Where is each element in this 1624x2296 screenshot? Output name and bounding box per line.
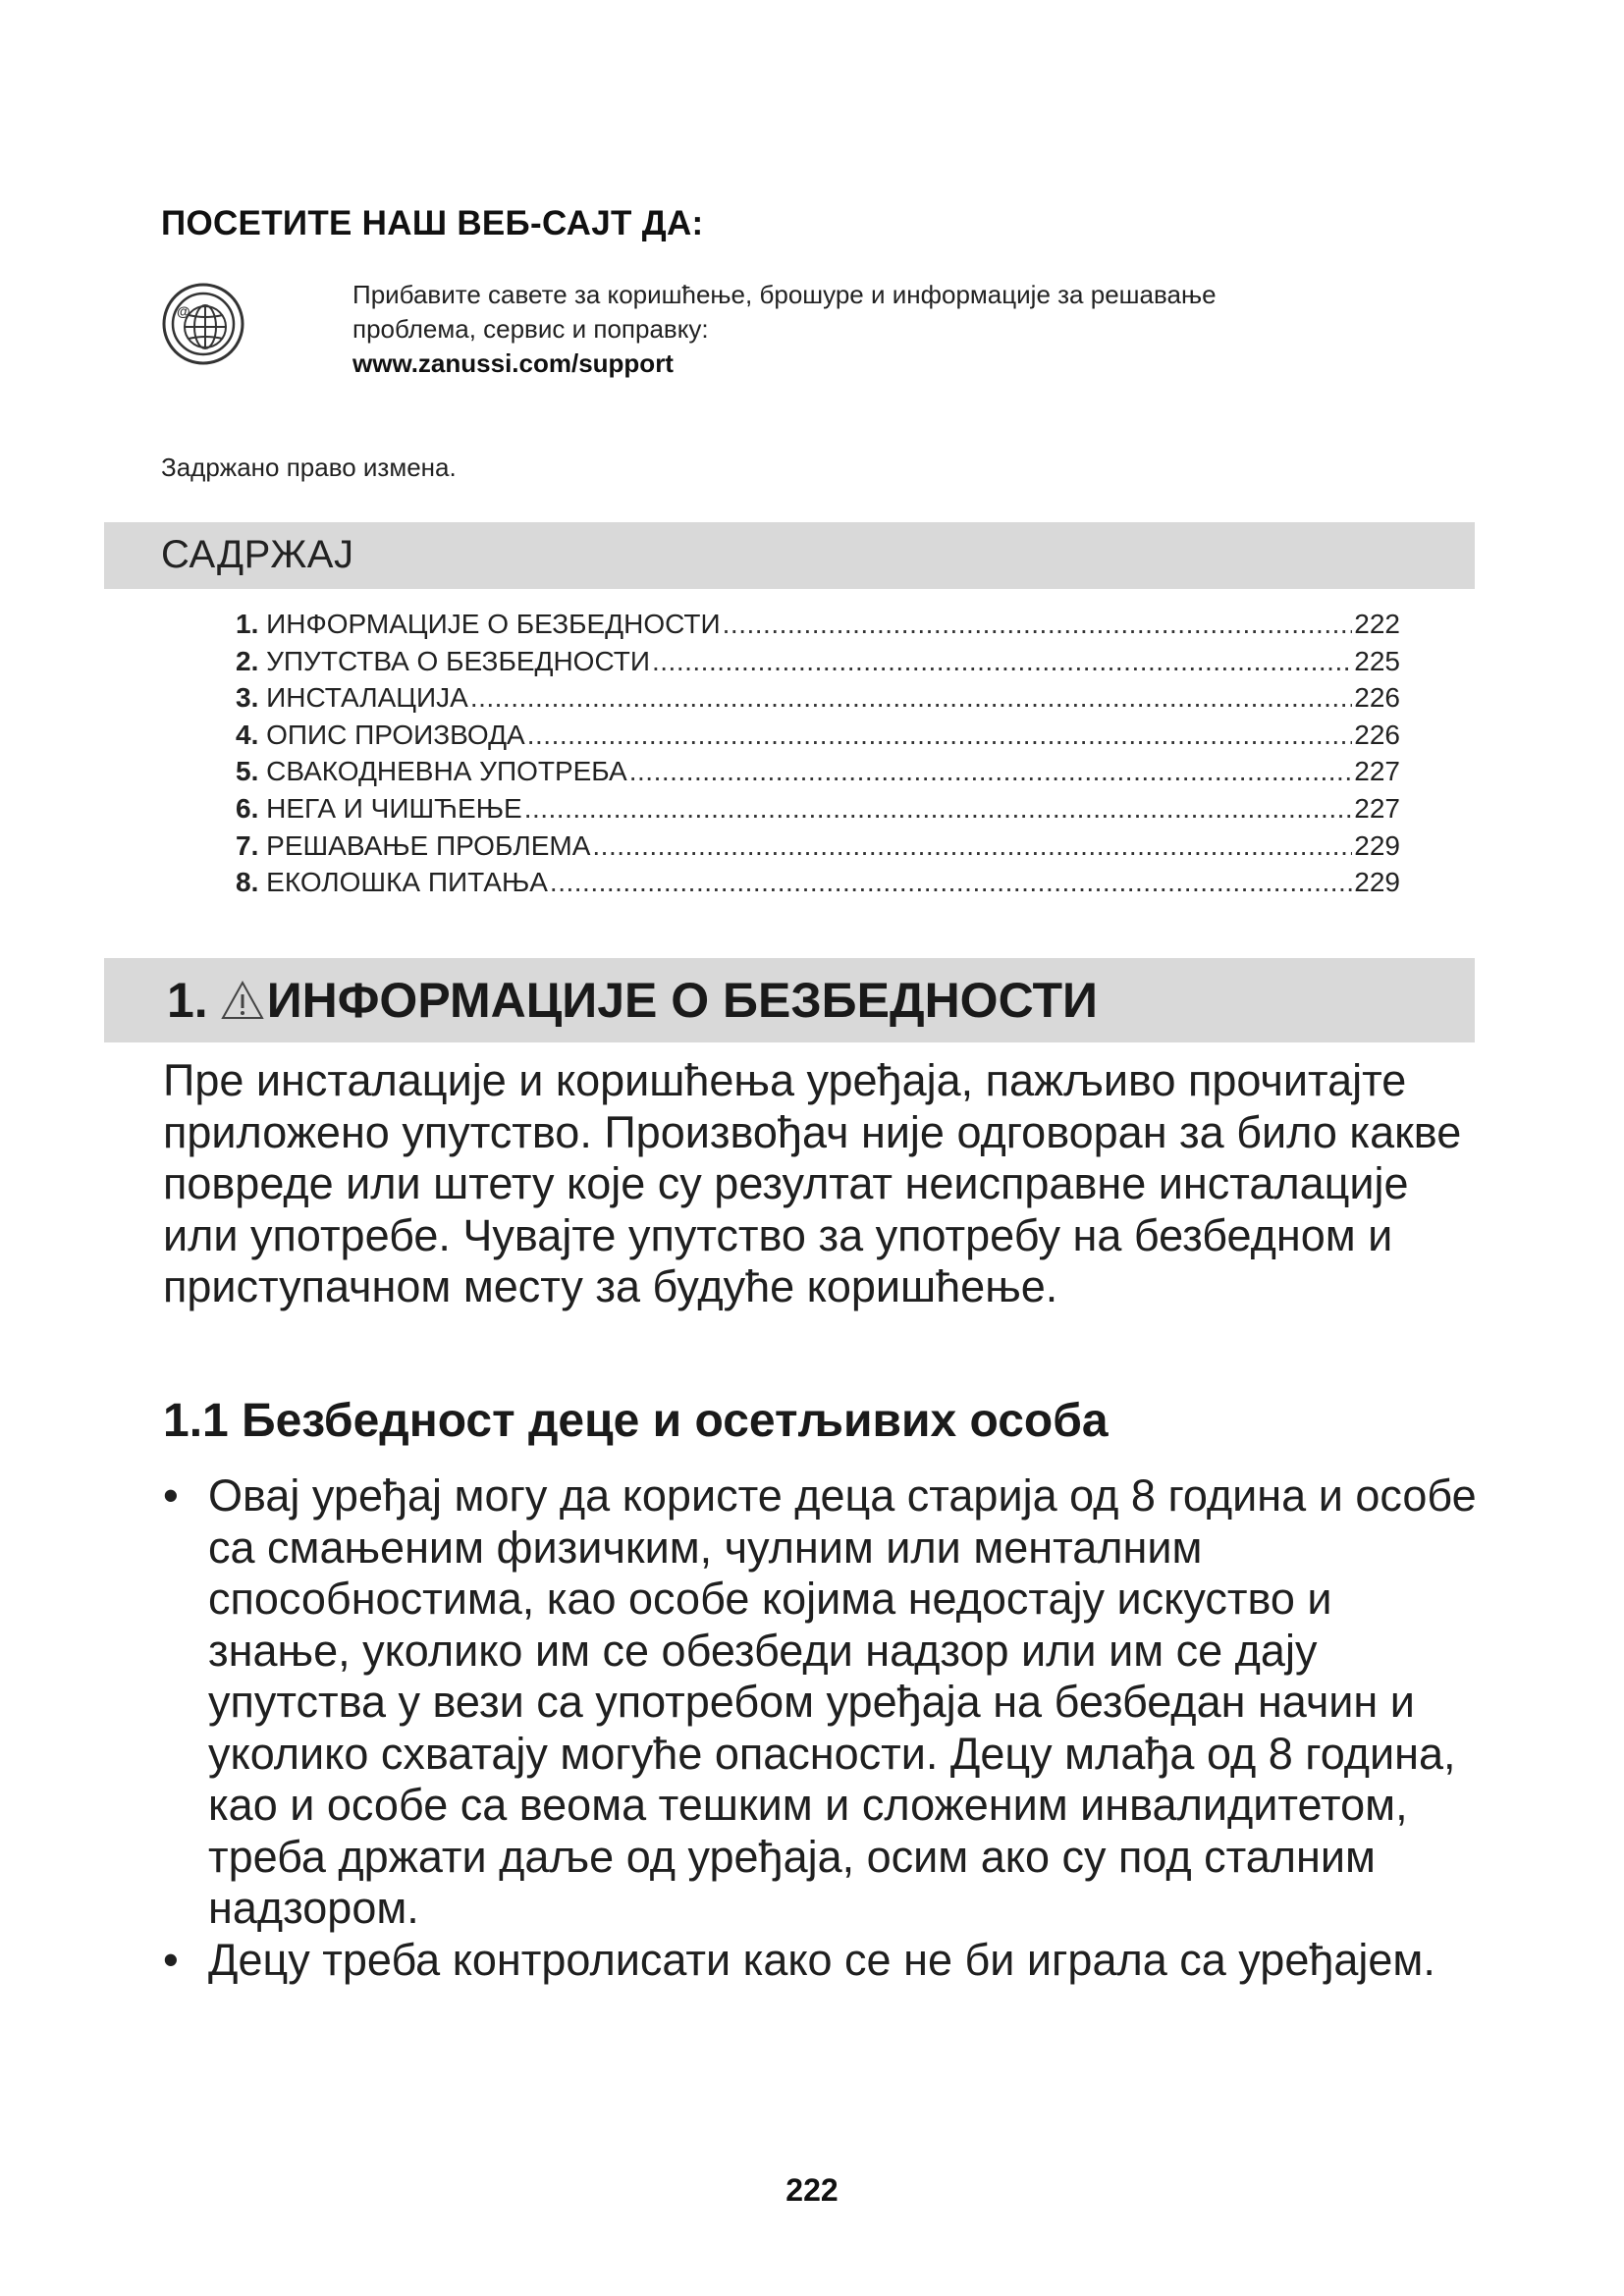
toc-item-page: 226 <box>1354 682 1400 714</box>
toc-item[interactable] <box>236 720 1400 757</box>
toc-item-number: 3. <box>236 682 259 714</box>
toc-item[interactable] <box>236 646 1400 683</box>
toc-item-number: 1. <box>236 609 259 639</box>
bullet-text: Децу треба контролисати како се не би играла са уређајем. <box>208 1934 1435 1985</box>
toc-item-label: ЕКОЛОШКА ПИТАЊА <box>266 867 548 898</box>
section1-title: ИНФОРМАЦИЈЕ О БЕЗБЕДНОСТИ <box>266 973 1098 1028</box>
table-of-contents <box>236 609 1400 904</box>
toc-leader-dots <box>629 756 1353 787</box>
contents-title: САДРЖАЈ <box>161 533 354 576</box>
bullet-item <box>163 1470 1479 1935</box>
toc-item[interactable] <box>236 609 1400 646</box>
rights-notice: Задржано право измена. <box>161 453 457 482</box>
toc-item-number: 2. <box>236 645 259 676</box>
globe-web-icon <box>161 282 245 366</box>
toc-leader-dots <box>723 609 1353 640</box>
bullet-text: Овај уређај могу да користе деца старија од 8 година и особе са смањеним физичким, чулним или менталним способностима, као особе којима недостају искуство и знање, уколико им се обезбеди надзор или им се дају упутства у вези са употребом уређаја на безбедан начин и уколико схватају могуће опасности. Децу млађа од 8 година, као и особе са веома тешким и сложеним инвалидитетом, треба држати даље од уређаја, осим ако су под сталним надзором. <box>208 1470 1477 1933</box>
toc-item-number: 5. <box>236 756 259 787</box>
toc-leader-dots <box>652 646 1352 677</box>
bullet-marker: • <box>163 1934 179 1985</box>
toc-item-label: ИНФОРМАЦИЈЕ О БЕЗБЕДНОСТИ <box>266 609 721 639</box>
support-url-link[interactable]: www.zanussi.com/support <box>352 348 674 378</box>
toc-item[interactable] <box>236 682 1400 720</box>
toc-item-number: 4. <box>236 719 259 750</box>
toc-item-page: 229 <box>1354 867 1400 898</box>
visit-text-line1: Прибавите савете за коришћење, брошуре и информације за решавање <box>352 280 1217 309</box>
section1-heading <box>167 972 1098 1029</box>
bullet-item <box>163 1935 1479 1987</box>
toc-item-page: 222 <box>1354 609 1400 639</box>
toc-item-page: 227 <box>1354 792 1400 824</box>
toc-item-number: 8. <box>236 867 259 898</box>
visit-website-heading: ПОСЕТИТЕ НАШ ВЕБ-САЈТ ДА: <box>161 204 704 242</box>
toc-item-number: 6. <box>236 792 259 824</box>
toc-item[interactable] <box>236 830 1400 868</box>
warning-triangle-icon <box>220 980 265 1021</box>
toc-leader-dots <box>592 830 1352 862</box>
subsection-1-1-heading: 1.1 Безбедност деце и осетљивих особа <box>163 1395 1109 1447</box>
toc-item-label: СВАКОДНЕВНА УПОТРЕБА <box>266 756 627 787</box>
toc-leader-dots <box>470 682 1352 714</box>
visit-website-text <box>352 278 1433 381</box>
toc-leader-dots <box>527 720 1353 751</box>
bullet-list <box>163 1470 1479 1986</box>
toc-item[interactable] <box>236 756 1400 793</box>
toc-item-label: НЕГА И ЧИШЋЕЊЕ <box>266 792 522 824</box>
toc-item[interactable] <box>236 793 1400 830</box>
toc-item-page: 227 <box>1354 756 1400 787</box>
section1-number: 1. <box>167 973 208 1028</box>
toc-item-page: 225 <box>1354 645 1400 676</box>
toc-leader-dots <box>550 867 1352 898</box>
page-number: 222 <box>785 2172 839 2208</box>
toc-item-page: 226 <box>1354 719 1400 750</box>
toc-item-label: ИНСТАЛАЦИЈА <box>266 682 468 714</box>
toc-item[interactable] <box>236 867 1400 904</box>
toc-leader-dots <box>524 793 1353 825</box>
svg-text:@: @ <box>177 303 190 319</box>
toc-item-label: РЕШАВАЊЕ ПРОБЛЕМА <box>266 829 591 861</box>
toc-item-label: ОПИС ПРОИЗВОДА <box>266 719 525 750</box>
toc-item-label: УПУТСТВА О БЕЗБЕДНОСТИ <box>266 645 650 676</box>
visit-text-line2: проблема, сервис и поправку: <box>352 314 709 344</box>
bullet-marker: • <box>163 1470 179 1521</box>
toc-item-page: 229 <box>1354 829 1400 861</box>
toc-item-number: 7. <box>236 829 259 861</box>
section1-intro-paragraph: Пре инсталације и коришћења уређаја, пажљиво прочитајте приложено упутство. Произвођач није одговоран за било какве повреде или штету које су резултат неисправне инсталације или употребе. Чувајте упутство за употребу на безбедном и приступачном месту за будуће коришћење. <box>163 1055 1462 1311</box>
